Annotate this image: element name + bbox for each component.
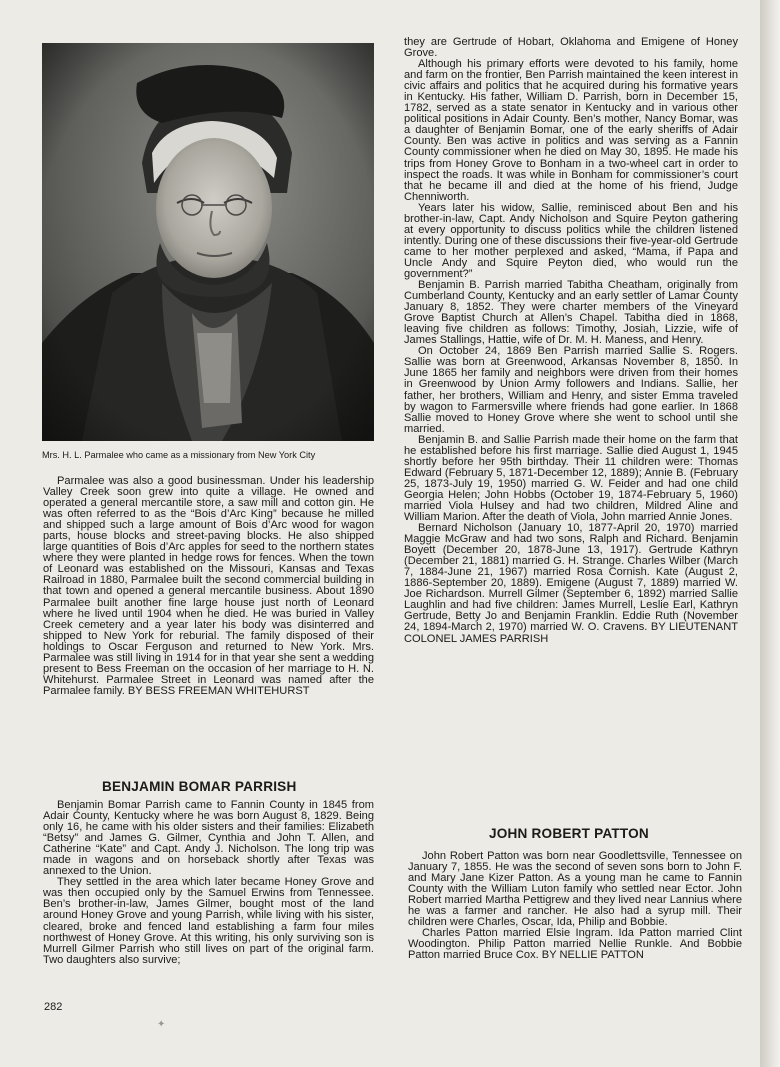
article-paragraph: They settled in the area which later became Honey Grove and was then occupied only by the Samuel Erwins from Tennessee. Ben’s brother-in-law, James Gilmer, bought most of the land around Honey Grove and young Parrish, while living with his sister, cleared, broke and fenced land establishing a farm four miles northwest of Honey Grove. At this writing, his only surviving son is Murrell Gilmer Parrish who still lives on part of the original farm. Two daughters also survive; (43, 876, 374, 966)
article-heading-patton: JOHN ROBERT PATTON (489, 826, 649, 841)
article-paragraph: Parmalee was also a good businessman. Under his leadership Valley Creek soon grew into quite a village. He owned and operated a general mercantile store, a saw mill and cotton gin. He was often referred to as the “Bois d’Arc King” because he milled and shipped such a large amount of Bois d’Arc wood for wagon parts, house blocks and street-paving blocks. He also shipped large quantities of Bois d’Arc apples for seed to the northern states where they were planted in hedge rows for fences. When the town of Leonard was established on the Missouri, Kansas and Texas Railroad in 1880, Parmalee built the second commercial building in that town and opened a general mercantile business. About 1890 Parmalee built another fine large house just north of Leonard where he lived until 1904 when he died. He was buried in Valley Creek cemetery and a year later his body was disinterred and shipped to New York for reburial. The family disposed of their holdings to Oscar Ferguson and returned to New York. Mrs. Parmalee was still living in 1914 for in that year she sent a wedding present to Bess Freeman on the occasion of her marriage to H. N. Whitehurst. Parmalee Street in Leonard was named after the Parmalee family. BY BESS FREEMAN WHITEHURST (43, 475, 374, 697)
photo-caption: Mrs. H. L. Parmalee who came as a missionary from New York City (42, 450, 316, 460)
article-paragraph: they are Gertrude of Hobart, Oklahoma and Emigene of Honey Grove. (404, 36, 738, 60)
portrait-illustration (42, 43, 374, 441)
patton-article (408, 851, 742, 961)
article-paragraph: Benjamin B. Parrish married Tabitha Cheatham, originally from Cumberland County, Kentucky and an early settler of Lamar County January 8, 1852. They were charter members of the Vineyard Grove Baptist Church at Allen’s Chapel. Tabitha died in 1868, leaving five children as follows: Timothy, Josiah, Lizzie, wife of James Stallings, Hattie, wife of Dr. M. H. Maness, and Henry. (404, 279, 738, 347)
article-paragraph: Bernard Nicholson (January 10, 1877-April 20, 1970) married Maggie McGraw and had two sons, Ralph and Richard. Benjamin Boyett (December 20, 1878-June 13, 1917). Gertrude Kathryn (December 21, 1881) married G. H. Strange. Charles Wilber (March 7, 1884-June 21, 1967) married Rosa Cornish. Kate (August 2, 1886-September 20, 1889). Emigene (August 7, 1889) married W. Joe Richardson. Murrell Gilmer (September 6, 1892) married Sallie Laughlin and had five children: James Murrell, Leslie Earl, Kathryn Gertrude, Betty Jo and Benjamin Franklin. Eddie Ruth (November 24, 1894-March 2, 1970) married W. O. Cravens. BY LIEUTENANT COLONEL JAMES PARRISH (404, 522, 738, 645)
page-number: 282 (44, 1001, 63, 1013)
parrish-article-part1 (43, 800, 374, 966)
article-paragraph: John Robert Patton was born near Goodlettsville, Tennessee on January 7, 1855. He was the second of seven sons born to John F. and Mary Jane Kizer Patton. As a young man he came to Fannin County with the William Luton family who settled near Ector. John Robert married Martha Pettigrew and they lived near Lannius where he was a farmer and rancher. He also had a syrup mill. Their children were Charles, Oscar, Ida, Philip and Bobbie. (408, 850, 742, 929)
article-paragraph: Although his primary efforts were devoted to his family, home and farm on the frontier, Ben Parrish maintained the keen interest in civic affairs and politics that he acquired during his formative years in Kentucky. His father, William D. Parrish, born in December 15, 1782, served as a state senator in Kentucky and in various other political positions in Adair County. Ben’s mother, Nancy Bomar, was a daughter of Benjamin Bomar, one of the early sheriffs of Adair County. Ben was active in politics and was serving as a Fannin County commissioner when he died on May 30, 1895. He made his trips from Honey Grove to Bonham in a two-wheel cart in order to inspect the roads. It was while in Bonham for commissioner’s court that he became ill and died at the home of his friend, Judge Chenniworth. (404, 58, 738, 203)
article-paragraph: Benjamin B. and Sallie Parrish made their home on the farm that he established before his first marriage. Sallie died August 1, 1945 shortly before her 95th birthday. Their 11 children were: Thomas Edward (February 5, 1871-December 12, 1889); Annie B. (February 25, 1873-July 19, 1950) married G. W. Feider and had one child Georgia Helen; John Hobbs (October 19, 1874-February 5, 1960) married Viola Hulsey and had two children, Mildred Aline and William Marion. After the death of Viola, John married Annie Jones. (404, 433, 738, 524)
portrait-photo (42, 43, 374, 441)
page-edge (760, 0, 780, 1067)
parmalee-article (43, 476, 374, 697)
article-paragraph: Charles Patton married Elsie Ingram. Ida Patton married Clint Woodington. Philip Patton married Nellie Runkle. And Bobbie Patton married Bruce Cox. BY NELLIE PATTON (408, 927, 742, 962)
parrish-article-part2 (404, 37, 738, 645)
article-heading-parrish: BENJAMIN BOMAR PARRISH (102, 779, 297, 794)
article-paragraph: Benjamin Bomar Parrish came to Fannin County in 1845 from Adair County, Kentucky where he was born August 8, 1829. Being only 16, he came with his older sisters and their families: Elizabeth “Betsy” and James G. Gilmer, Cynthia and John T. Allen, and Catherine “Kate” and Capt. Andy J. Nicholson. The long trip was made in wagons and on horseback shortly after Texas was annexed to the Union. (43, 799, 374, 878)
article-paragraph: On October 24, 1869 Ben Parrish married Sallie S. Rogers. Sallie was born at Greenwood, Arkansas November 8, 1850. In June 1865 her family and neighbors were driven from their homes in Greenwood by Union Army followers and Indians. Sallie, her father, her brothers, William and Henry, and sister Emma traveled by wagon to Farmersville where friends had gone earlier. In 1868 Sallie moved to Honey Grove where she went to school until she married. (404, 345, 738, 435)
smudge-mark: ✦ (157, 1019, 166, 1030)
article-paragraph: Years later his widow, Sallie, reminisced about Ben and his brother-in-law, Capt. Andy Nicholson and Squire Peyton gathering at every opportunity to discuss politics while the children listened intently. During one of these discussions their five-year-old Gertrude came to her mother perplexed and asked, “Mama, if Papa and Uncle Andy and Squire Peyton died, who would run the government?” (404, 201, 738, 280)
